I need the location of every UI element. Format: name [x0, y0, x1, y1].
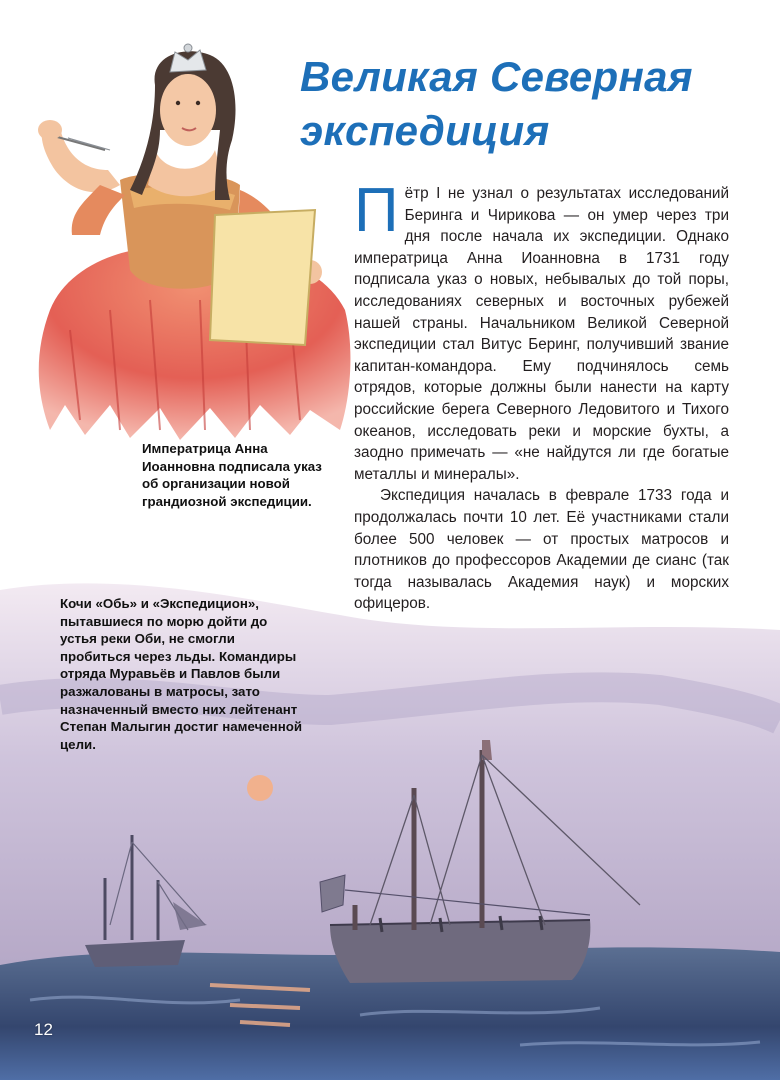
- page-title: [300, 50, 760, 158]
- ships-caption: Кочи «Обь» и «Экспедицион», пытавшиеся по морю дойти до устья реки Оби, не смогли пробиться через льды. Командиры отряда Муравьёв и Павлов были разжалованы в матросы, зато назначенный вместо них лейтенант Степан Малыгин достиг намеченной цели.: [60, 596, 303, 752]
- article-text: [354, 176, 729, 615]
- paragraph-2: Экспедиция началась в феврале 1733 года и продолжалась почти 10 лет. Её участниками стали более 500 человек — от простых матросов и плотников до профессоров Академии де сианс (так тогда называлась Академия наук) и морских офицеров.: [354, 487, 729, 613]
- title-line-2: экспедиция: [300, 107, 550, 154]
- page-number: 12: [34, 1020, 53, 1039]
- paragraph-1: [354, 176, 729, 485]
- drop-cap: П: [354, 176, 399, 245]
- empress-caption: Императрица Анна Иоанновна подписала указ об организации новой грандиозной экспедиции.: [142, 441, 322, 509]
- paragraph-1-text: ётр I не узнал о результатах исследований Беринга и Чирикова — он умер через три дня после начала их экспедиции. Однако императрица Анна Иоанновна в 1731 году подписала указ о новых, небывалых до той поры, исследованиях северных и восточных рубежей нашей страны. Начальником Великой Северной экспедиции стал Витус Беринг, получивший звание капитан-командора. Ему подчинялось семь отрядов, которые должны были нанести на карту российские берега Северного Ледовитого и Тихого океанов, исследовать реки и морские бухты, а заодно примечать — «не найдутся ли где богатые металлы и минералы».: [354, 185, 729, 483]
- title-line-1: Великая Северная: [300, 53, 693, 100]
